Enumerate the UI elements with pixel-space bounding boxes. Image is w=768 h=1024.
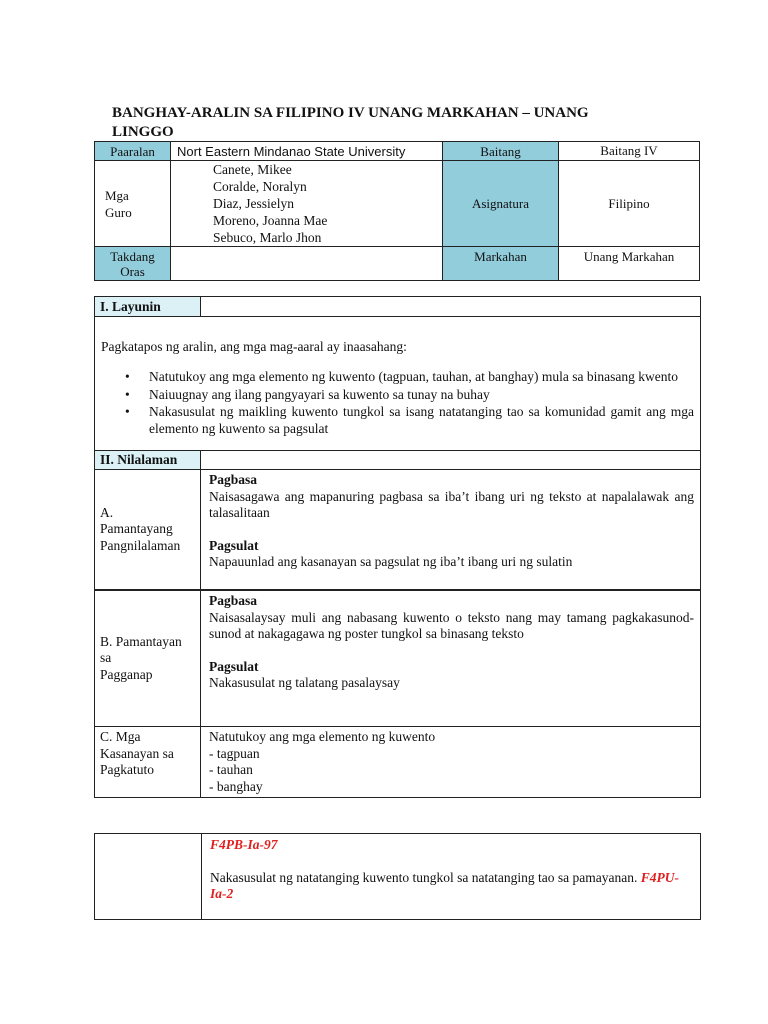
objective-item: • Naiuugnay ang ilang pangyayari sa kuwento sa tunay na buhay xyxy=(125,386,490,402)
row-content xyxy=(201,727,700,797)
asignatura-value: Filipino xyxy=(559,161,700,247)
guro-name: Diaz, Jessielyn xyxy=(213,196,294,211)
row-content xyxy=(201,591,700,726)
element-item: - tagpuan xyxy=(209,745,260,761)
baitang-value: Baitang IV xyxy=(559,142,700,161)
guro-label xyxy=(95,161,171,247)
takdang-oras-label xyxy=(95,247,171,281)
competency-left-cell xyxy=(95,834,202,919)
pagbasa-text: Naisasalaysay muli ang nabasang kuwento o teksto nang may tamang pagkakasunod-sunod at nakagagawa ng poster tungkol sa binasang teksto xyxy=(209,609,694,641)
guro-list xyxy=(171,161,443,247)
bullet-marker: • xyxy=(125,404,130,419)
layunin-heading: I. Layunin xyxy=(95,297,201,316)
pagsulat-heading: Pagsulat xyxy=(209,537,259,553)
pagsulat-text: Napauunlad ang kasanayan sa pagsulat ng iba’t ibang uri ng sulatin xyxy=(209,554,573,569)
guro-name: Coralde, Noralyn xyxy=(213,179,307,194)
takdang-label-line2: Oras xyxy=(120,263,145,279)
bullet-marker: • xyxy=(125,386,130,402)
competency-text: Nakasusulat ng natatanging kuwento tungkol sa natatanging tao sa pamayanan. xyxy=(210,869,638,885)
pamantayang-pangnilalaman-row xyxy=(95,470,700,591)
competency-code: F4PB-Ia-97 xyxy=(210,837,278,852)
competency-content xyxy=(202,834,700,919)
pagbasa-text: Naisasagawa ang mapanuring pagbasa sa iba’t ibang uri ng teksto at napalalawak ang talasalitaan xyxy=(209,488,694,520)
guro-name: Canete, Mikee xyxy=(213,162,292,177)
nilalaman-header xyxy=(95,451,700,470)
competency-box xyxy=(94,833,701,920)
nilalaman-heading: II. Nilalaman xyxy=(95,451,201,469)
objective-item: • Nakasusulat ng maikling kuwento tungkol sa isang natatanging tao sa komunidad gamit ang mga elemento ng kuwento sa pagsulat xyxy=(125,404,694,436)
baitang-label: Baitang xyxy=(443,142,559,161)
row-content xyxy=(201,470,700,589)
layunin-intro: Pagkatapos ng aralin, ang mga mag-aaral ay inaasahang: xyxy=(101,339,407,354)
kasanayan-intro: Natutukoy ang mga elemento ng kuwento xyxy=(209,729,436,744)
element-item: - tauhan xyxy=(209,762,253,777)
element-item: - banghay xyxy=(209,778,263,794)
competency-code: F4PU-Ia-2 xyxy=(210,869,680,901)
row-label: C. Mga Kasanayan sa Pagkatuto xyxy=(95,727,201,797)
pagsulat-text: Nakasusulat ng talatang pasalaysay xyxy=(209,675,400,690)
guro-label-line1: Mga xyxy=(105,187,129,203)
guro-name: Moreno, Joanna Mae xyxy=(213,213,328,228)
page-title: BANGHAY-ARALIN SA FILIPINO IV UNANG MARKAHAN – UNANG LINGGO xyxy=(112,105,589,140)
takdang-oras-value xyxy=(171,247,443,281)
bullet-marker: • xyxy=(125,369,130,384)
guro-name: Sebuco, Marlo Jhon xyxy=(213,230,322,245)
objective-item: • Natutukoy ang mga elemento ng kuwento (tagpuan, tauhan, at banghay) mula sa binasang kwento xyxy=(125,369,678,384)
row-label: A. Pamantayang Pangnilalaman xyxy=(95,470,201,589)
info-table xyxy=(94,141,700,281)
paaralan-value: Nort Eastern Mindanao State University xyxy=(171,142,443,161)
objectives-list xyxy=(101,369,694,437)
layunin-header xyxy=(95,297,700,317)
layunin-content xyxy=(95,317,700,451)
markahan-value: Unang Markahan xyxy=(559,247,700,281)
paaralan-label: Paaralan xyxy=(95,142,171,161)
kasanayan-pagkatuto-row xyxy=(95,727,700,797)
row-label: B. Pamantayan sa Pagganap xyxy=(95,591,201,726)
lesson-plan-box xyxy=(94,296,701,798)
pagsulat-heading: Pagsulat xyxy=(209,658,259,674)
asignatura-label: Asignatura xyxy=(443,161,559,247)
pamantayan-pagganap-row xyxy=(95,591,700,727)
pagbasa-heading: Pagbasa xyxy=(209,593,258,608)
guro-label-line2: Guro xyxy=(105,204,132,220)
pagbasa-heading: Pagbasa xyxy=(209,472,258,487)
markahan-label: Markahan xyxy=(443,247,559,281)
takdang-label-line1: Takdang xyxy=(110,248,155,264)
